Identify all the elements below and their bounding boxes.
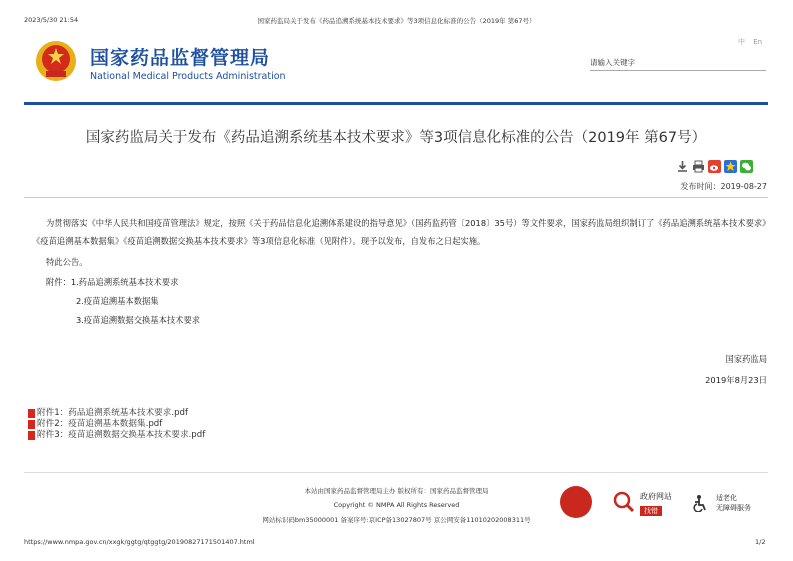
star-icon[interactable]: [724, 158, 737, 171]
accessibility-icon[interactable]: [690, 494, 708, 512]
print-url: https://www.nmpa.gov.cn/xxgk/ggtg/qtggtg/20190827171501407.html: [24, 538, 255, 546]
title-divider: [24, 197, 768, 198]
download-icon[interactable]: [676, 158, 689, 171]
footer-copyright-owner: 本站由国家药品监督管理局主办 版权所有：国家药品监督管理局: [304, 487, 489, 495]
pdf-icon: [28, 431, 35, 440]
print-page-number: 1/2: [755, 538, 766, 546]
attachment-inline-2: 2.疫苗追溯基本数据集: [76, 296, 159, 306]
footer-registration: 网站标识码bm35000001 备案序号:京ICP备13027807号 京公网安备11010202008311号: [262, 516, 531, 524]
publish-date: 发布时间：2019-08-27: [680, 182, 767, 191]
attachment-inline-1: 附件：1.药品追溯系统基本技术要求: [46, 277, 179, 287]
attachment-link-label[interactable]: 附件2：疫苗追溯基本数据集.pdf: [37, 419, 163, 429]
sign-date: 2019年8月23日: [705, 375, 767, 385]
weibo-icon[interactable]: [708, 158, 721, 171]
accessibility-label[interactable]: [716, 493, 751, 513]
attachment-link-label[interactable]: 附件1：药品追溯系统基本技术要求.pdf: [37, 408, 189, 418]
article-body-paragraph: 为贯彻落实《中华人民共和国疫苗管理法》规定，按照《关于药品信息化追溯体系建设的指导意见》（国药监药管〔2018〕35号）等文件要求，国家药监局组织制订了《药品追溯系统基本技术要求》《疫苗追溯基本数据集》《疫苗追溯数据交换基本技术要求》等3项信息化标准（见附件）。现予以发布，自发布之日起实施。: [32, 218, 771, 246]
site-name-cn[interactable]: 国家药品监督管理局: [90, 47, 271, 69]
pdf-icon: [28, 420, 35, 429]
site-name-en[interactable]: National Medical Products Administration: [90, 71, 286, 82]
header-divider: [24, 102, 768, 105]
gov-site-error-icon[interactable]: [612, 490, 636, 514]
footer-divider: [24, 472, 768, 473]
article-title: 国家药监局关于发布《药品追溯系统基本技术要求》等3项信息化标准的公告（2019年 第67号）: [85, 130, 707, 146]
accessibility-label-line1: 适老化: [716, 494, 737, 502]
attachment-link[interactable]: [28, 419, 205, 430]
party-gov-badge-icon[interactable]: [560, 486, 592, 518]
print-icon[interactable]: [692, 158, 705, 171]
article-tools: [676, 157, 753, 171]
print-datetime: 2023/5/30 21:54: [24, 16, 79, 24]
attachment-link[interactable]: [28, 408, 205, 419]
footer-copyright: Copyright © NMPA All Rights Reserved: [333, 501, 460, 509]
attachment-links: [28, 408, 205, 441]
wechat-icon[interactable]: [740, 158, 753, 171]
signer: 国家药监局: [725, 354, 767, 364]
accessibility-label-line2: 无障碍服务: [716, 504, 751, 512]
lang-en-link[interactable]: En: [753, 38, 763, 46]
pdf-icon: [28, 409, 35, 418]
attachment-link-label[interactable]: 附件3：疫苗追溯数据交换基本技术要求.pdf: [37, 430, 206, 440]
search-input[interactable]: 请输入关键字: [590, 56, 766, 71]
print-title: 国家药监局关于发布《药品追溯系统基本技术要求》等3项信息化标准的公告（2019年 第67号）: [257, 17, 536, 25]
gov-site-label[interactable]: 政府网站: [640, 492, 672, 501]
national-emblem-icon[interactable]: [34, 39, 78, 83]
language-switch: [738, 37, 768, 47]
attachment-link[interactable]: [28, 430, 205, 441]
lang-cn-link[interactable]: 中: [738, 38, 745, 46]
gov-error-label[interactable]: 找错: [640, 506, 662, 516]
article-closing: 特此公告。: [46, 257, 88, 267]
attachment-inline-3: 3.疫苗追溯数据交换基本技术要求: [76, 315, 201, 325]
